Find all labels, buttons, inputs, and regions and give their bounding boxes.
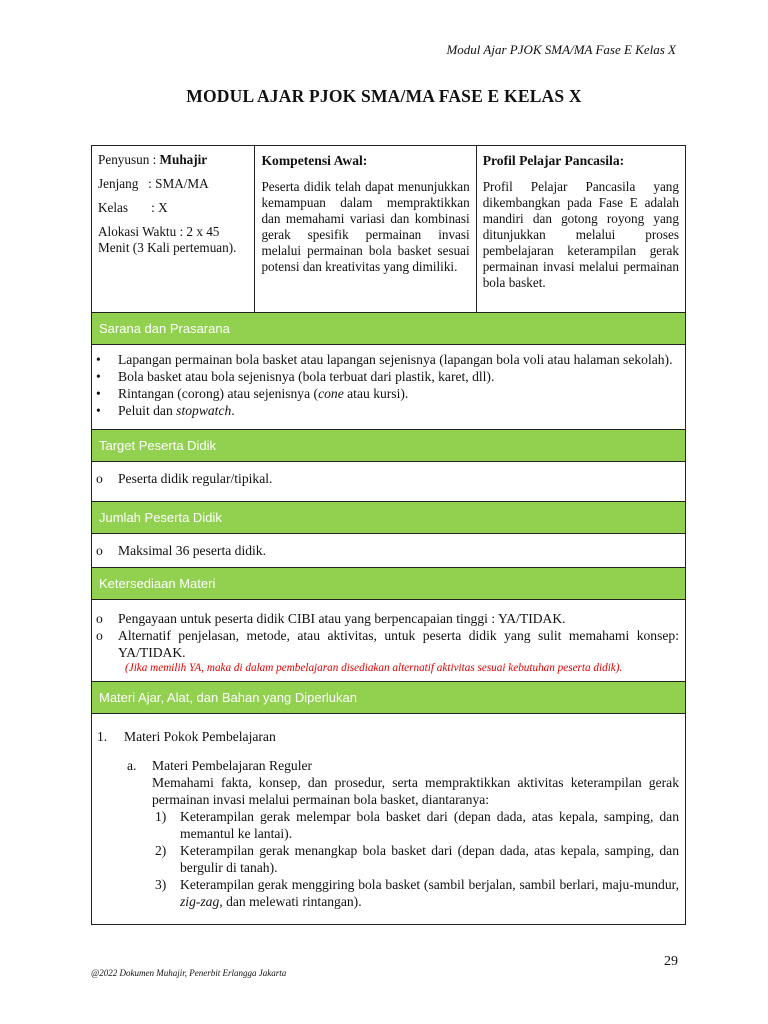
footer: @2022 Dokumen Muhajir, Penerbit Erlangga Jakarta bbox=[91, 968, 287, 978]
info-row bbox=[92, 146, 685, 313]
profil-text: Profil Pelajar Pancasila yang dikembangkan pada Fase E adalah mandiri dan gotong royong yang ditunjukkan melalui proses pembelajaran keterampilan gerak permainan invasi melalui permainan bola basket. bbox=[482, 179, 679, 290]
circle-bullet: o bbox=[96, 543, 103, 558]
red-note: (Jika memilih YA, maka di dalam pembelajaran disediakan alternatif aktivitas sesuai kebutuhan peserta didik). bbox=[125, 662, 623, 674]
kelas: Kelas : X bbox=[98, 200, 168, 215]
kompetensi-column bbox=[255, 146, 476, 312]
target-list bbox=[92, 462, 685, 502]
item-text: Rintangan (corong) atau sejenisnya (cone atau kursi). bbox=[118, 386, 409, 401]
identity-column bbox=[92, 146, 255, 312]
list-item bbox=[92, 610, 685, 627]
target-heading: Target Peserta Didik bbox=[92, 430, 685, 462]
list-item bbox=[92, 385, 685, 402]
item-number: 1. bbox=[97, 729, 108, 744]
item-number: 3) bbox=[155, 877, 167, 892]
bullet: • bbox=[96, 403, 101, 418]
item-text: Keterampilan gerak menangkap bola basket dari (depan dada, atas kepala, samping, dan bergulir di tanah). bbox=[180, 843, 679, 875]
list-item bbox=[92, 351, 685, 368]
penyusun bbox=[98, 152, 248, 168]
sub-item-description: Memahami fakta, konsep, dan prosedur, serta mempraktikkan aktivitas keterampilan gerak permainan invasi melalui permainan bola basket, diantaranya: bbox=[152, 775, 679, 807]
jenjang: Jenjang : SMA/MA bbox=[98, 176, 209, 191]
page-title: MODUL AJAR PJOK SMA/MA FASE E KELAS X bbox=[186, 86, 582, 106]
item-text: Materi Pokok Pembelajaran bbox=[124, 729, 276, 744]
list-item bbox=[152, 842, 679, 876]
sub-item-title: Materi Pembelajaran Reguler bbox=[152, 758, 313, 773]
materi-body bbox=[92, 714, 685, 924]
list-item bbox=[152, 876, 679, 910]
penyusun-label: Penyusun : bbox=[98, 152, 160, 167]
kompetensi-heading: Kompetensi Awal: bbox=[261, 153, 368, 168]
list-item bbox=[92, 402, 685, 419]
module-table bbox=[91, 145, 686, 925]
bullet: • bbox=[96, 369, 101, 384]
circle-bullet: o bbox=[96, 471, 103, 486]
item-text: Keterampilan gerak menggiring bola basket (sambil berjalan, sambil berlari, maju-mundur, zig-zag, dan melewati rintangan). bbox=[180, 877, 679, 909]
alokasi-waktu: Alokasi Waktu : 2 x 45 Menit (3 Kali pertemuan). bbox=[98, 224, 237, 255]
ketersediaan-heading: Ketersediaan Materi bbox=[92, 568, 685, 600]
profil-column bbox=[477, 146, 685, 312]
list-item bbox=[92, 470, 685, 487]
running-header: Modul Ajar PJOK SMA/MA Fase E Kelas X bbox=[446, 42, 676, 57]
item-text: Pengayaan untuk peserta didik CIBI atau yang berpencapaian tinggi : YA/TIDAK. bbox=[118, 611, 566, 626]
materi-heading: Materi Ajar, Alat, dan Bahan yang Diperlukan bbox=[92, 682, 685, 714]
item-text: Maksimal 36 peserta didik. bbox=[118, 543, 266, 558]
item-number: 2) bbox=[155, 843, 167, 858]
item-text: Alternatif penjelasan, metode, atau aktivitas, untuk peserta didik yang sulit memahami konsep: YA/TIDAK. bbox=[118, 628, 679, 660]
item-text: Peserta didik regular/tipikal. bbox=[118, 471, 273, 486]
list-item bbox=[92, 368, 685, 385]
page-number: 29 bbox=[664, 954, 678, 969]
jumlah-list bbox=[92, 534, 685, 568]
sarana-list bbox=[92, 345, 685, 430]
sub-item-letter: a. bbox=[127, 758, 137, 773]
item-text: Bola basket atau bola sejenisnya (bola terbuat dari plastik, karet, dll). bbox=[118, 369, 495, 384]
kompetensi-text: Peserta didik telah dapat menunjukkan kemampuan dalam mempraktikkan dan memahami variasi dan kombinasi gerak spesifik permainan invasi melalui permainan bola basket sesuai potensi dan kreativitas yang dimiliki. bbox=[261, 179, 470, 274]
list-item bbox=[92, 542, 685, 559]
item-number: 1) bbox=[155, 809, 167, 824]
item-text: Lapangan permainan bola basket atau lapangan sejenisnya (lapangan bola voli atau halaman sekolah). bbox=[118, 352, 673, 367]
list-item bbox=[92, 627, 685, 661]
item-text: Peluit dan stopwatch. bbox=[118, 403, 235, 418]
circle-bullet: o bbox=[96, 611, 103, 626]
profil-heading: Profil Pelajar Pancasila: bbox=[482, 153, 625, 168]
circle-bullet: o bbox=[96, 628, 103, 643]
sub-item bbox=[92, 757, 685, 910]
ketersediaan-list bbox=[92, 600, 685, 682]
penyusun-value: Muhajir bbox=[159, 152, 208, 167]
list-item bbox=[152, 808, 679, 842]
item-text: Keterampilan gerak melempar bola basket dari (depan dada, atas kepala, samping, dan memantul ke lantai). bbox=[180, 809, 679, 841]
bullet: • bbox=[96, 386, 101, 401]
bullet: • bbox=[96, 352, 101, 367]
numbered-item bbox=[92, 728, 685, 745]
jumlah-heading: Jumlah Peserta Didik bbox=[92, 502, 685, 534]
sarana-heading: Sarana dan Prasarana bbox=[92, 313, 685, 345]
